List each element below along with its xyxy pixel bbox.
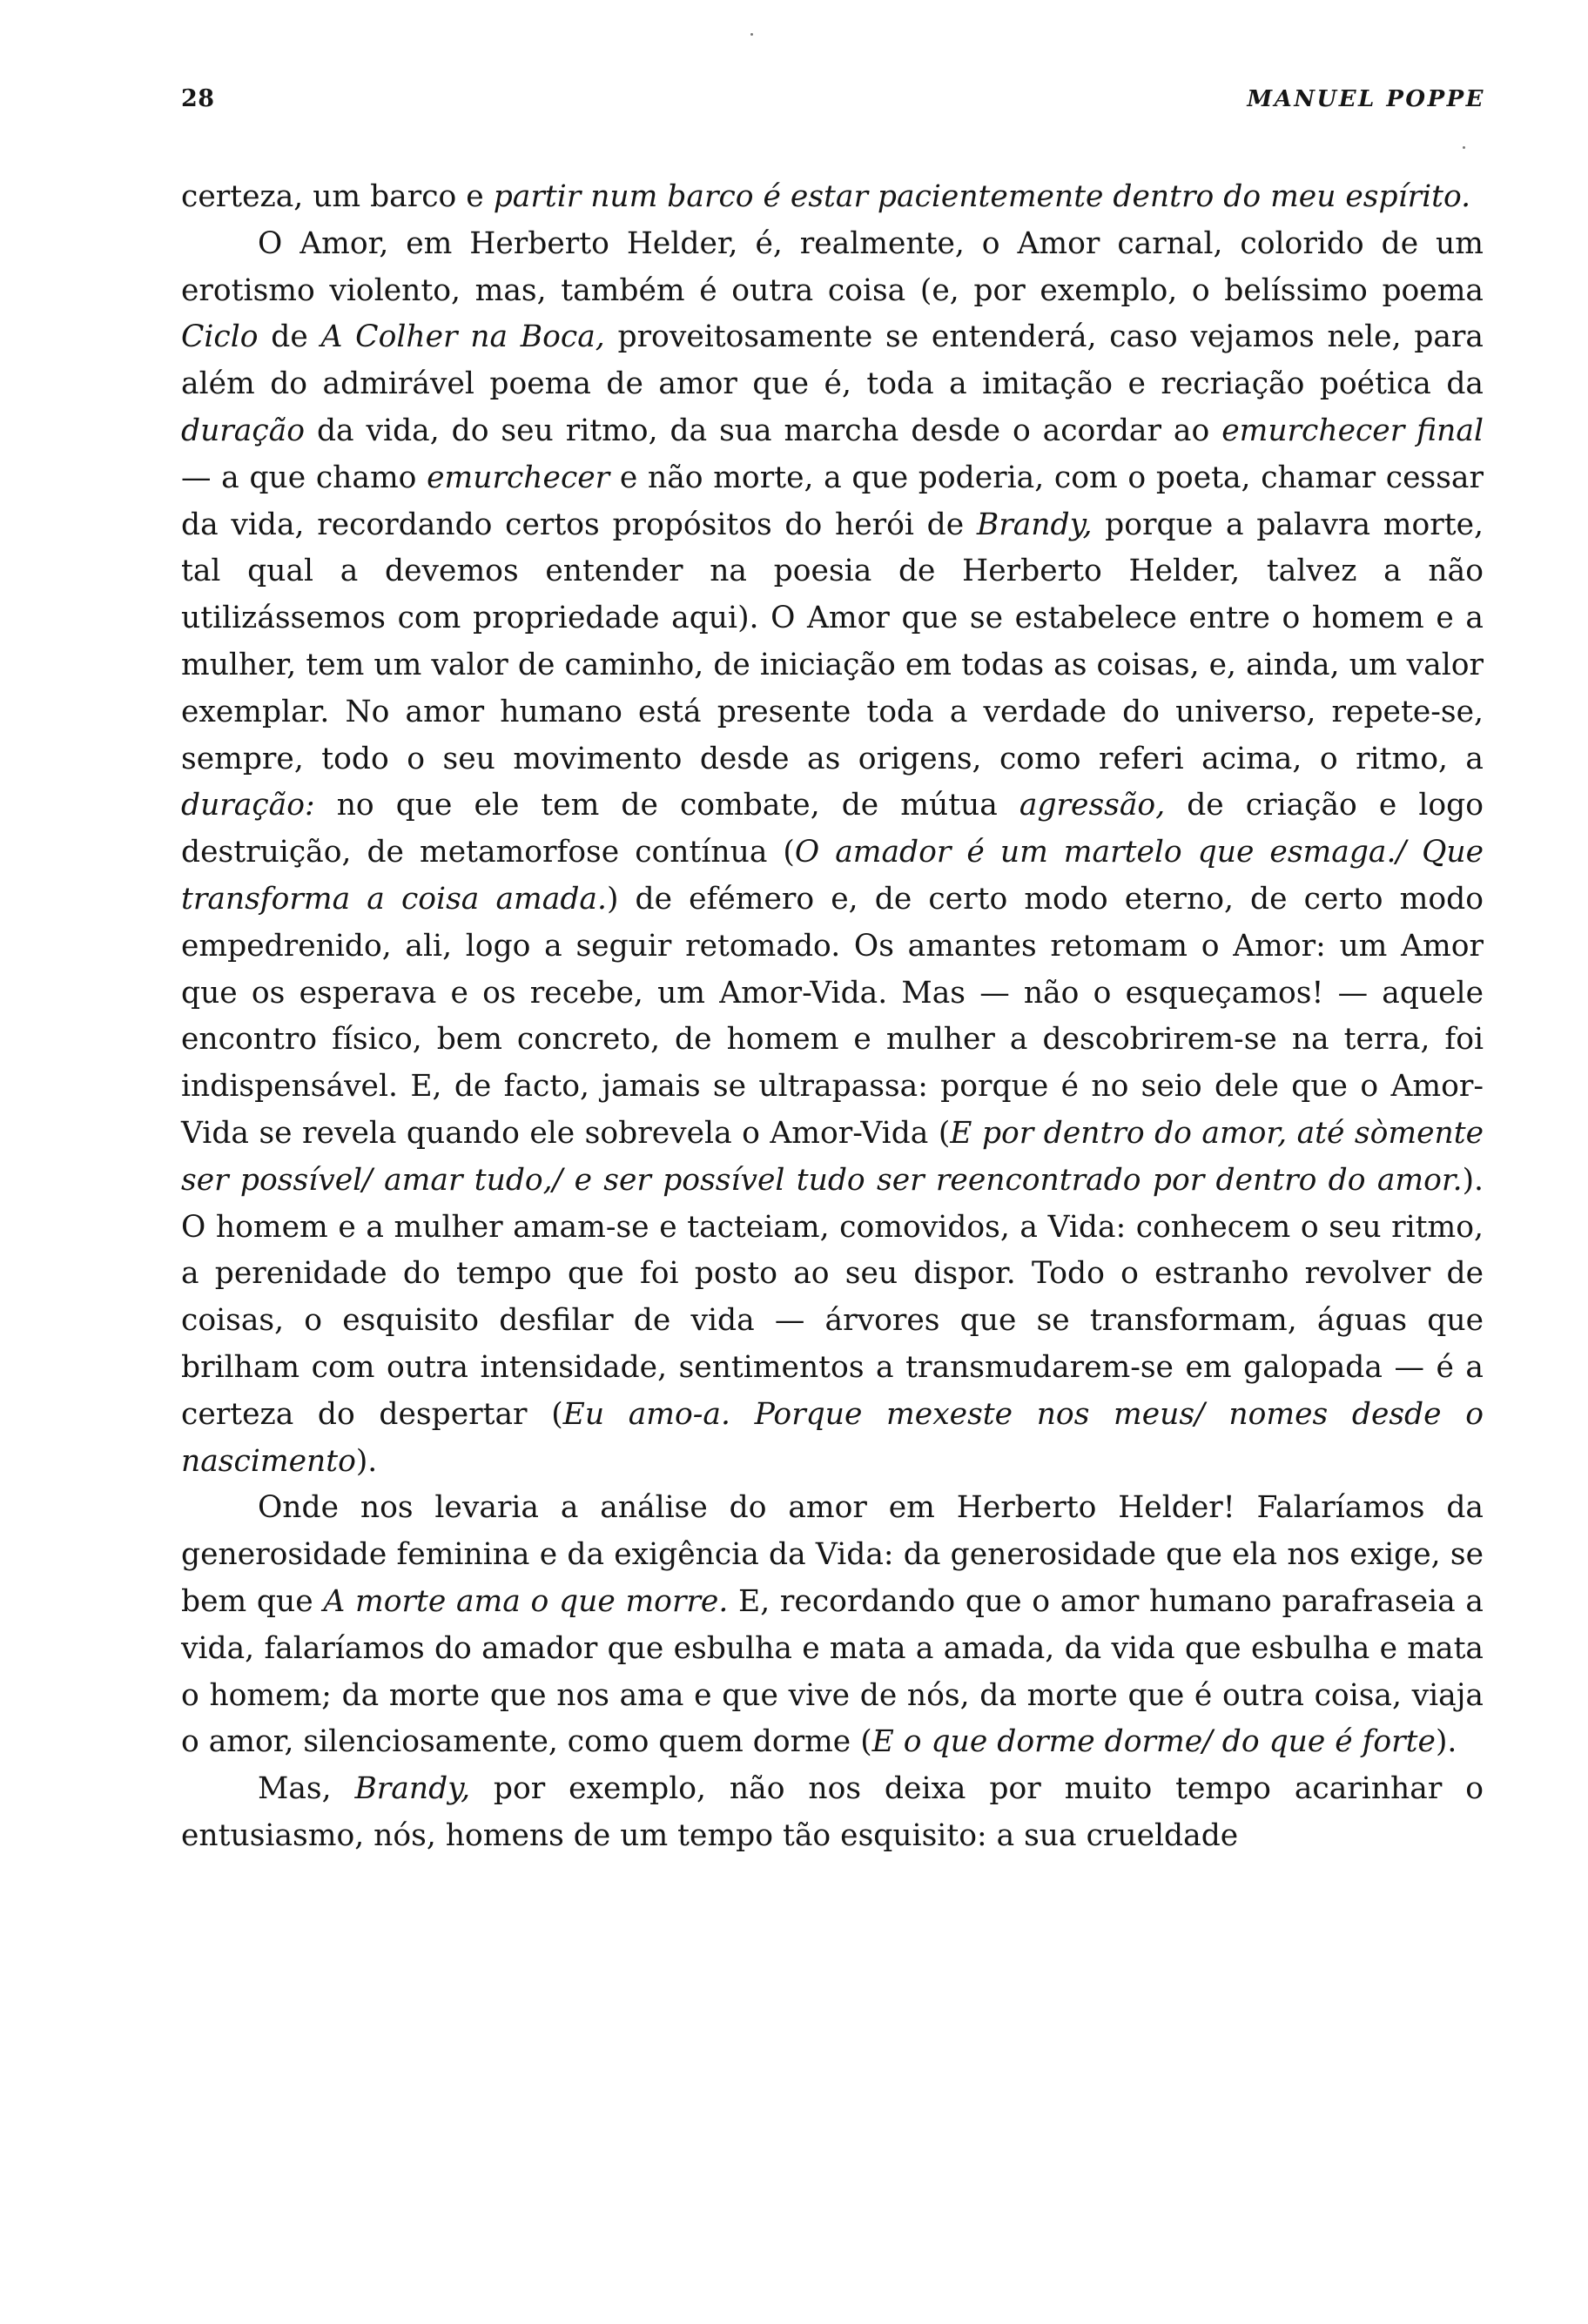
text-run: ). O homem e a mulher amam-se e tacteiam, comovidos, a Vida: conhecem o seu ritmo, a perenidade do tempo que foi posto ao seu dispor. Todo o estranho revolver de coisas, o esquisito desfilar de vida — árvores que se transformam, águas que brilham com outra intensidade, sentimentos a transmudarem-se em galopada — é a certeza do despertar ( <box>181 1162 1484 1432</box>
paragraph <box>181 174 1484 221</box>
italic-run: Ciclo <box>181 319 259 355</box>
paragraph <box>181 1766 1484 1860</box>
paragraph <box>181 221 1484 1486</box>
italic-run: O amador é um martelo que esmaga./ Que transforma a coisa amada. <box>181 835 1484 917</box>
text-run: — a que chamo <box>181 460 427 495</box>
text-run: Onde nos levaria a análise do amor em Herberto Helder! Falaríamos da generosidade feminina e da exigência da Vida: da generosidade que ela nos exige, se bem que <box>181 1490 1484 1619</box>
italic-run: duração: <box>181 788 315 823</box>
page-header <box>181 85 1485 124</box>
text-run: Mas, <box>258 1771 355 1807</box>
italic-run: agressão, <box>1019 788 1166 823</box>
text-run: da vida, do seu ritmo, da sua marcha desde o acordar ao <box>305 413 1222 448</box>
italic-run: Brandy, <box>354 1771 471 1807</box>
italic-run: Brandy, <box>976 507 1093 542</box>
text-run: de criação e logo destruição, de metamorfose contínua ( <box>181 788 1484 870</box>
text-run: ) de efémero e, de certo modo eterno, de certo modo empedrenido, ali, logo a seguir retomado. Os amantes retomam o Amor: um Amor que os esperava e os recebe, um Amor-Vida. Mas — não o esqueçamos! — aquele encontro físico, bem concreto, de homem e mulher a descobrirem-se na terra, foi indispensável. E, de facto, jamais se ultrapassa: porque é no seio dele que o Amor-Vida se revela quando ele sobrevela o Amor-Vida ( <box>181 881 1484 1151</box>
text-run: ). <box>355 1443 378 1479</box>
text-run: O Amor, em Herberto Helder, é, realmente, o Amor carnal, colorido de um erotismo violento, mas, também é outra coisa (e, por exemplo, o belíssimo poema <box>181 225 1484 308</box>
page-number: 28 <box>181 85 215 112</box>
text-run: no que ele tem de combate, de mútua <box>314 788 1019 823</box>
text-run: proveitosamente se entenderá, caso vejamos nele, para além do admirável poema de amor que é, toda a imitação e recriação poética da <box>181 319 1484 402</box>
scan-speck <box>1463 146 1465 149</box>
italic-run: emurchecer <box>427 460 610 495</box>
paragraph <box>181 1485 1484 1766</box>
text-run: de <box>258 319 321 355</box>
running-head: MANUEL POPPE <box>1247 86 1485 112</box>
italic-run: Eu amo-a. Porque mexeste nos meus/ nomes desde o nascimento <box>181 1396 1484 1479</box>
italic-run: emurchecer final <box>1221 413 1484 448</box>
italic-run: A Colher na Boca, <box>320 319 605 355</box>
text-run: certeza, um barco e <box>181 179 494 214</box>
text-run: E, recordando que o amor humano parafraseia a vida, falaríamos do amador que esbulha e mata a amada, da vida que esbulha e mata o homem; da morte que nos ama e que vive de nós, da morte que é outra coisa, viaja o amor, silenciosamente, como quem dorme ( <box>181 1583 1484 1760</box>
text-run: por exemplo, não nos deixa por muito tempo acarinhar o entusiasmo, nós, homens de um tempo tão esquisito: a sua crueldade <box>181 1771 1484 1853</box>
text-run: porque a palavra morte, tal qual a devemos entender na poesia de Herberto Helder, talvez a não utilizássemos com propriedade aqui). O Amor que se estabelece entre o homem e a mulher, tem um valor de caminho, de iniciação em todas as coisas, e, ainda, um valor exemplar. No amor humano está presente toda a verdade do universo, repete-se, sempre, todo o seu movimento desde as origens, como referi acima, o ritmo, a <box>181 507 1484 776</box>
italic-run: E o que dorme dorme/ do que é forte <box>871 1724 1436 1760</box>
italic-run: A morte ama o que morre. <box>323 1583 729 1619</box>
italic-run: E por dentro do amor, até sòmente ser possível/ amar tudo,/ e ser possível tudo ser reencontrado por dentro do amor. <box>181 1115 1484 1198</box>
text-run: e não morte, a que poderia, com o poeta, chamar cessar da vida, recordando certos propósitos do herói de <box>181 460 1484 542</box>
text-run: ). <box>1435 1724 1457 1760</box>
body-text <box>181 174 1484 1860</box>
scan-speck <box>750 33 753 36</box>
italic-run: duração <box>181 413 306 448</box>
italic-run: partir num barco é estar pacientemente dentro do meu espírito. <box>493 179 1471 214</box>
